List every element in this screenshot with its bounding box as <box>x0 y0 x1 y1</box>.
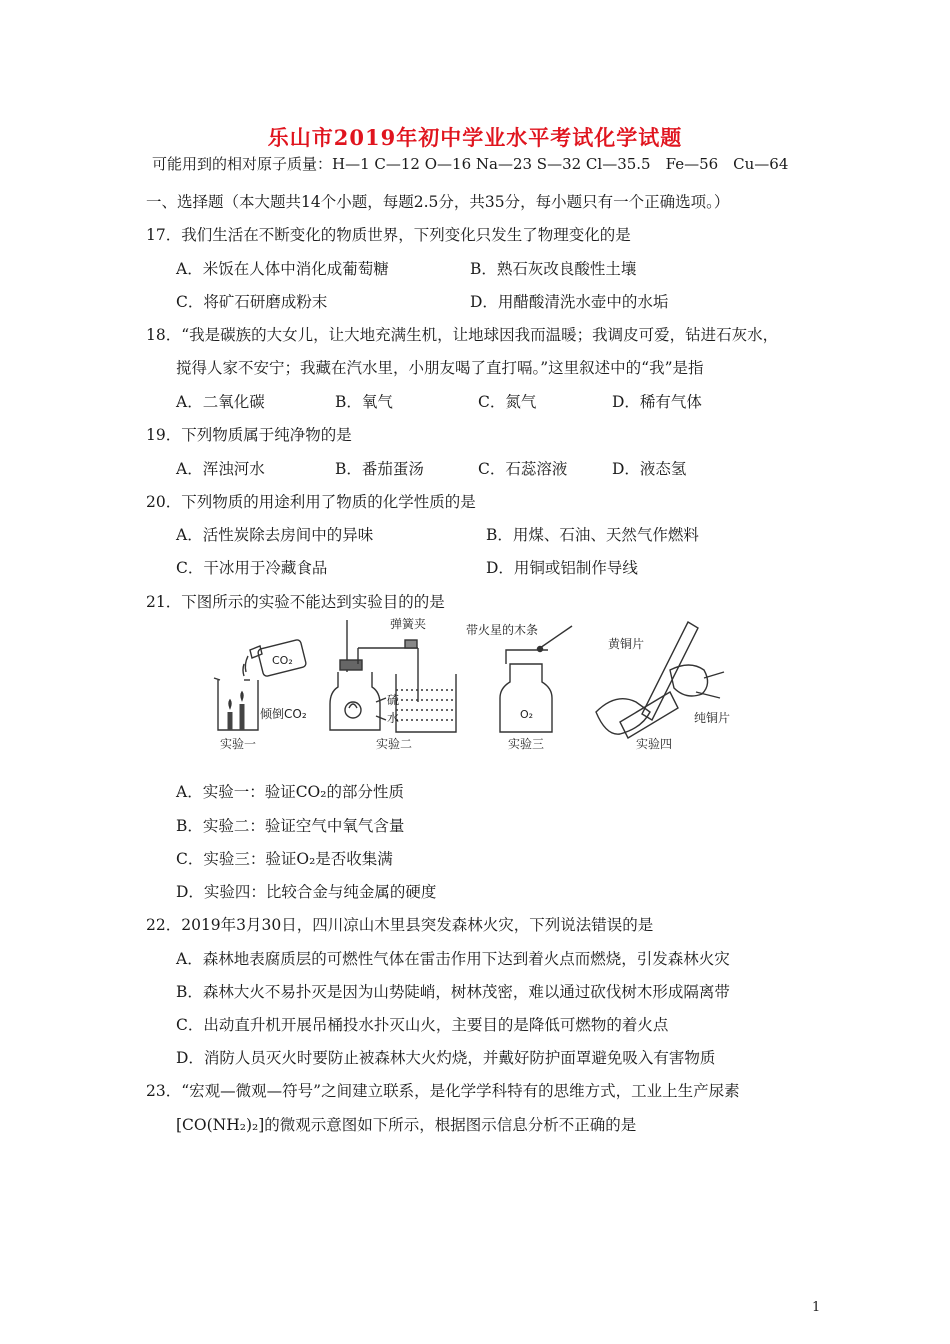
q22-option-a: A．森林地表腐质层的可燃性气体在雷击作用下达到着火点而燃烧，引发森林火灾 <box>176 950 730 968</box>
q18-option-b: B．氧气 <box>335 393 393 411</box>
q20-option-d: D．用铜或铝制作导线 <box>486 559 638 577</box>
q21-stem: 21．下图所示的实验不能达到实验目的的是 <box>146 593 445 611</box>
q21-option-c: C．实验三：验证O₂是否收集满 <box>176 850 393 868</box>
exp3-o2-label: O₂ <box>520 708 534 721</box>
q18-stem-line2: 搅得人家不安宁；我藏在汽水里，小朋友喝了直打嗝。”这里叙述中的“我”是指 <box>176 359 704 377</box>
q23-stem-line1: 23．“宏观—微观—符号”之间建立联系，是化学学科特有的思维方式，工业上生产尿素 <box>146 1082 740 1100</box>
q20-option-a: A．活性炭除去房间中的异味 <box>176 526 374 544</box>
exp1-co2-label: CO₂ <box>272 654 293 667</box>
q21-option-b: B．实验二：验证空气中氧气含量 <box>176 817 405 835</box>
q20-stem: 20．下列物质的用途利用了物质的化学性质的是 <box>146 493 476 511</box>
q21-option-a: A．实验一：验证CO₂的部分性质 <box>176 783 404 801</box>
q17-option-b: B．熟石灰改良酸性土壤 <box>470 260 637 278</box>
exp3-caption: 实验三 <box>508 737 545 751</box>
exp1-pour-label: 倾倒CO₂ <box>260 707 307 721</box>
exp2-caption: 实验二 <box>376 737 413 751</box>
q19-option-a: A．浑浊河水 <box>176 460 265 478</box>
q20-option-c: C．干冰用于冷藏食品 <box>176 559 328 577</box>
q22-stem: 22．2019年3月30日，四川凉山木里县突发森林火灾，下列说法错误的是 <box>146 916 654 934</box>
q17-option-c: C．将矿石研磨成粉末 <box>176 293 328 311</box>
page-title: 乐山市2019年初中学业水平考试化学试题 <box>267 125 683 150</box>
q19-option-b: B．番茄蛋汤 <box>335 460 424 478</box>
page-number: 1 <box>812 1300 821 1315</box>
q18-option-a: A．二氧化碳 <box>176 393 265 411</box>
exp2-clamp-label: 弹簧夹 <box>390 617 427 631</box>
q17-stem: 17．我们生活在不断变化的物质世界，下列变化只发生了物理变化的是 <box>146 226 631 244</box>
q21-option-d: D．实验四：比较合金与纯金属的硬度 <box>176 883 437 901</box>
exp4-caption: 实验四 <box>636 737 673 751</box>
atomic-masses: 可能用到的相对原子质量：H—1 C—12 O—16 Na—23 S—32 Cl—35.5 Fe—56 Cu—64 <box>152 155 789 173</box>
q19-stem: 19．下列物质属于纯净物的是 <box>146 426 352 444</box>
experiment-three-apparatus <box>500 626 572 732</box>
q22-option-d: D．消防人员灭火时要防止被森林大火灼烧，并戴好防护面罩避免吸入有害物质 <box>176 1049 716 1067</box>
q18-stem-line1: 18．“我是碳族的大女儿，让大地充满生机，让地球因我而温暖；我调皮可爱，钻进石灰水， <box>146 326 779 344</box>
exp3-splint-label: 带火星的木条 <box>466 623 539 637</box>
q19-option-d: D．液态氢 <box>612 460 687 478</box>
q21-experiment-figure <box>200 612 760 757</box>
exp4-copper-label: 纯铜片 <box>694 711 731 725</box>
exp1-caption: 实验一 <box>220 737 257 751</box>
q19-option-c: C．石蕊溶液 <box>478 460 568 478</box>
q17-option-d: D．用醋酸清洗水壶中的水垢 <box>470 293 669 311</box>
section-header: 一、选择题（本大题共14个小题，每题2.5分，共35分，每小题只有一个正确选项。） <box>146 193 730 211</box>
q18-option-c: C．氮气 <box>478 393 537 411</box>
exp4-brass-label: 黄铜片 <box>608 637 645 651</box>
q22-option-b: B．森林大火不易扑灭是因为山势陡峭，树林茂密，难以通过砍伐树木形成隔离带 <box>176 983 730 1001</box>
q20-option-b: B．用煤、石油、天然气作燃料 <box>486 526 699 544</box>
q23-stem-line2: [CO(NH₂)₂]的微观示意图如下所示，根据图示信息分析不正确的是 <box>176 1116 637 1134</box>
q17-option-a: A．米饭在人体中消化成葡萄糖 <box>176 260 389 278</box>
q18-option-d: D．稀有气体 <box>612 393 702 411</box>
q22-option-c: C．出动直升机开展吊桶投水扑灭山火，主要目的是降低可燃物的着火点 <box>176 1016 669 1034</box>
exp2-water-label: 水 <box>387 711 400 725</box>
exp2-sulfur-label: 硫 <box>387 693 400 707</box>
